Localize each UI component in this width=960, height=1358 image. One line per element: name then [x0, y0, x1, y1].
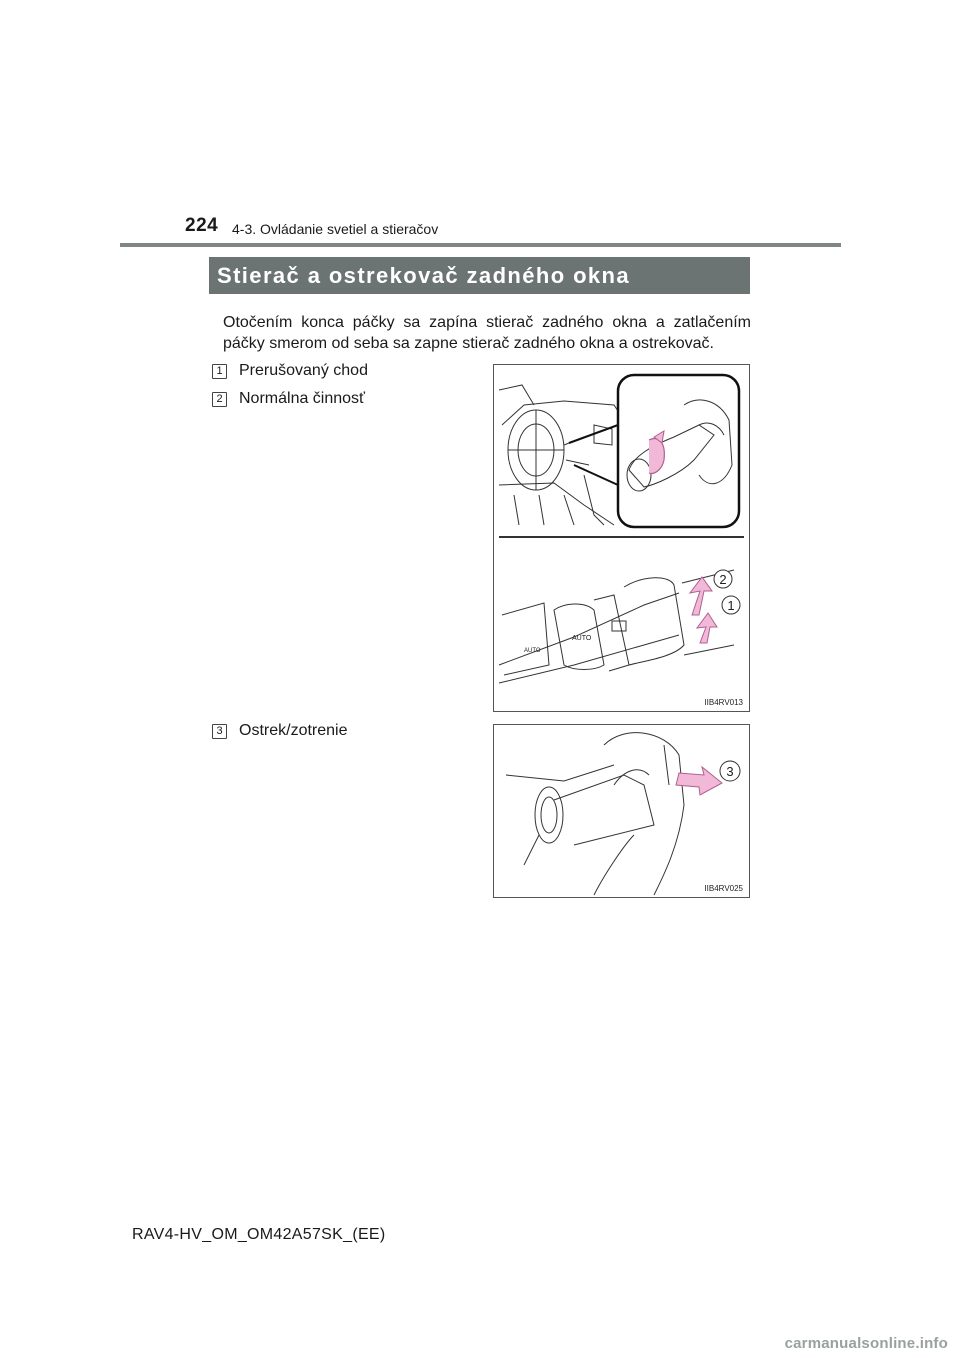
watermark: carmanualsonline.info [784, 1335, 948, 1352]
step-label: Normálna činnosť [239, 390, 366, 407]
chapter-title: 4-3. Ovládanie svetiel a stieračov [232, 221, 439, 237]
figure-wiper-lever [493, 364, 750, 712]
lever-auto-label: AUTO [572, 635, 592, 642]
figure-code: IIB4RV025 [704, 884, 743, 893]
wash-lever-illustration [494, 725, 749, 897]
lever-auto-label-detail: AUTO [524, 648, 541, 654]
header-rule [120, 243, 841, 247]
step-number-badge: 1 [212, 364, 227, 379]
step-item-2 [212, 389, 365, 409]
step-number-badge: 2 [212, 392, 227, 407]
intro-paragraph: Otočením konca páčky sa zapína stierač zadného okna a zatlačením páčky smerom od seba sa zapne stierač zadného okna a ostrekovač. [223, 314, 751, 352]
step-label: Prerušovaný chod [239, 362, 368, 379]
step-item-1 [212, 361, 368, 381]
step-item-3 [212, 721, 347, 741]
callout-2: 2 [719, 572, 727, 587]
section-heading: Stierač a ostrekovač zadného okna [209, 257, 750, 294]
wiper-lever-illustration [494, 365, 749, 711]
page-number: 224 [185, 215, 219, 236]
step-label: Ostrek/zotrenie [239, 722, 348, 739]
figure-wash-lever [493, 724, 750, 898]
footer-doc-id: RAV4-HV_OM_OM42A57SK_(EE) [132, 1226, 386, 1243]
step-number-badge: 3 [212, 724, 227, 739]
figure-code: IIB4RV013 [704, 698, 743, 707]
callout-1: 1 [727, 598, 735, 613]
callout-3: 3 [726, 764, 734, 779]
